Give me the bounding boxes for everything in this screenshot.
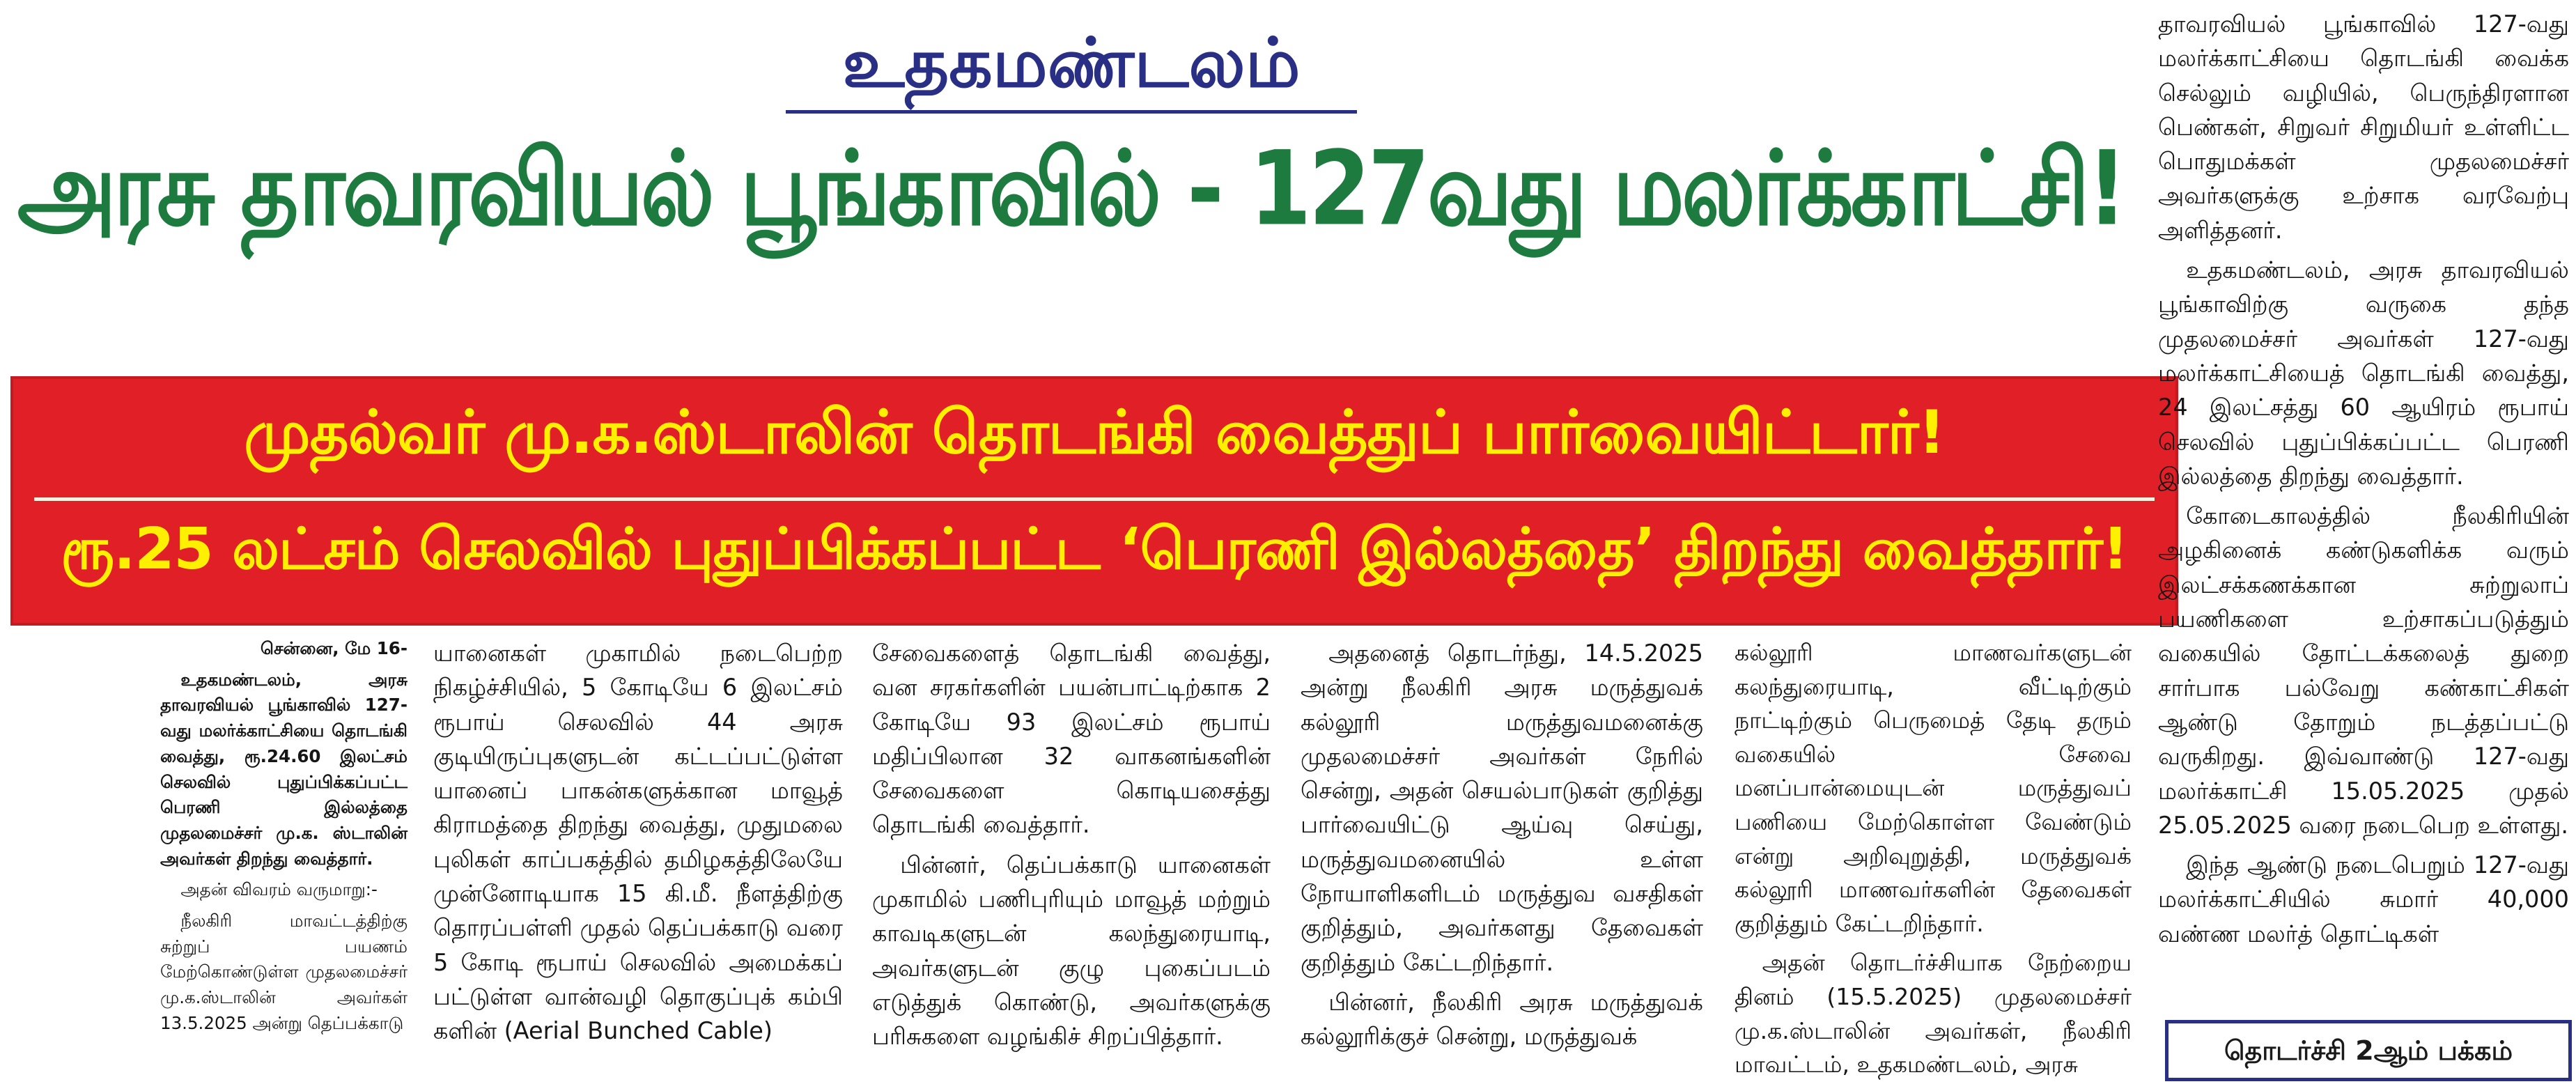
paragraph: இந்த ஆண்டு நடைபெறும் 127-வது மலர்க்காட்சியில் சுமார் 40,000 வண்ண மலர்த் தொட்டிகள் [2158,851,2569,947]
paragraph: பின்னர், தெப்பக்காடு யானைகள் முகாமில் பணிபுரியும் மாவூத் மற்றும் காவடிகளுடன் கலந்துரையாடி, அவர்களுடன் குழு புகைப்படம் எடுத்துக் கொண்டு, அவர்களுக்கு பரிசுகளை வழங்கிச் சிறப்பித்தார். [872,851,1271,1051]
paragraph: நீலகிரி மாவட்டத்திற்கு சுற்றுப் பயணம் மேற்கொண்டுள்ள முதலமைச்சர் மு.க.ஸ்டாலின் அவர்கள் 13.5.2025 அன்று தெப்பக்காடு [160,911,408,1033]
article-column-4 [1301,636,1703,1060]
banner-line-1: முதல்வர் மு.க.ஸ்டாலின் தொடங்கி வைத்துப் பார்வையிட்டார்! [244,398,1945,467]
banner-line-2: ரூ.25 லட்சம் செலவில் புதுப்பிக்கப்பட்ட ‘பெரணி இல்லத்தை’ திறந்து வைத்தார்! [61,516,2128,582]
banner-divider [34,497,2155,501]
article-column-3 [872,636,1271,1060]
paragraph: உதகமண்டலம், அரசு தாவரவியல் பூங்காவிற்கு வருகை தந்த முதலமைச்சர் அவர்கள் 127-வது மலர்க்காட்சியைத் தொடங்கி வைத்து, 24 இலட்சத்து 60 ஆயிரம் ரூபாய் செலவில் புதுப்பிக்கப்பட்ட பெரணி இல்லத்தை திறந்து வைத்தார். [2158,256,2569,490]
paragraph: கல்லூரி மாணவர்களுடன் கலந்துரையாடி, வீட்டிற்கும் நாட்டிற்கும் பெருமைத் தேடி தரும் வகையில் சேவை மனப்பான்மையுடன் மருத்துவப் பணியை மேற்கொள்ள வேண்டும் என்று அறிவுறுத்தி, மருத்துவக் கல்லூரி மாணவர்களின் தேவைகள் குறித்தும் கேட்டறிந்தார். [1735,639,2132,937]
paragraph: அதன் விவரம் வருமாறு:- [180,879,378,900]
paragraph: பின்னர், நீலகிரி அரசு மருத்துவக் கல்லூரிக்குச் சென்று, மருத்துவக் [1301,988,1703,1051]
location-kicker: உதகமண்டலம் [842,24,1301,103]
paragraph: தாவரவியல் பூங்காவில் 127-வது மலர்க்காட்சியை தொடங்கி வைக்க செல்லும் வழியில், பெருந்திரளான பெண்கள், சிறுவர் சிறுமியர் உள்ளிட்ட பொதுமக்கள் முதலமைச்சர் அவர்களுக்கு உற்சாக வரவேற்பு அளித்தனர். [2158,10,2569,244]
continued-on-page-box: தொடர்ச்சி 2ஆம் பக்கம் [2165,1020,2572,1081]
article-column-5 [1735,636,2132,1088]
lead-paragraph: உதகமண்டலம், அரசு தாவரவியல் பூங்காவில் 127-வது மலர்க்காட்சியை தொடங்கி வைத்து, ரூ.24.60 இலட்சம் செலவில் புதுப்பிக்கப்பட்ட பெரணி இல்லத்தை முதலமைச்சர் மு.க. ஸ்டாலின் அவர்கள் திறந்து வைத்தார். [160,669,408,869]
article-column-2 [433,636,843,1054]
article-column-1 [160,636,408,1042]
main-headline: அரசு தாவரவியல் பூங்காவில் - 127வது மலர்க்காட்சி! [17,129,2125,249]
dateline: சென்னை, மே 16- [260,638,408,658]
paragraph: கோடைகாலத்தில் நீலகிரியின் அழகினைக் கண்டுகளிக்க வரும் இலட்சக்கணக்கான சுற்றுலாப் பயணிகளை உற்சாகப்படுத்தும் வகையில் தோட்டக்கலைத் துறை சார்பாக பல்வேறு கண்காட்சிகள் ஆண்டு தோறும் நடத்தப்பட்டு வருகிறது. இவ்வாண்டு 127-வது மலர்க்காட்சி 15.05.2025 முதல் 25.05.2025 வரை நடைபெற உள்ளது. [2158,502,2569,839]
article-column-6 [2158,7,2569,957]
paragraph: யானைகள் முகாமில் நடைபெற்ற நிகழ்ச்சியில், 5 கோடியே 6 இலட்சம் ரூபாய் செலவில் 44 அரசு குடியிருப்புகளுடன் கட்டப்பட்டுள்ள யானைப் பாகன்களுக்கான மாவூத் கிராமத்தை திறந்து வைத்து, முதுமலை புலிகள் காப்பகத்தில் தமிழகத்திலேயே முன்னோடியாக 15 கி.மீ. நீளத்திற்கு தொரப்பள்ளி முதல் தெப்பக்காடு வரை 5 கோடி ரூபாய் செலவில் அமைக்கப் பட்டுள்ள வான்வழி தொகுப்புக் கம்பி களின் (Aerial Bunched Cable) [433,640,843,1045]
paragraph: அதன் தொடர்ச்சியாக நேற்றைய தினம் (15.5.2025) முதலமைச்சர் மு.க.ஸ்டாலின் அவர்கள், நீலகிரி மாவட்டம், உதகமண்டலம், அரசு [1735,949,2132,1078]
paragraph: சேவைகளைத் தொடங்கி வைத்து, வன சரகர்களின் பயன்பாட்டிற்காக 2 கோடியே 93 இலட்சம் ரூபாய் மதிப்பிலான 32 வாகனங்களின் சேவைகளை கொடியசைத்து தொடங்கி வைத்தார். [872,640,1271,839]
subheadline-banner [10,376,2178,626]
paragraph: அதனைத் தொடர்ந்து, 14.5.2025 அன்று நீலகிரி அரசு மருத்துவக் கல்லூரி மருத்துவமனைக்கு முதலமைச்சர் அவர்கள் நேரில் சென்று, அதன் செயல்பாடுகள் குறித்து பார்வையிட்டு ஆய்வு செய்து, மருத்துவமனையில் உள்ள நோயாளிகளிடம் மருத்துவ வசதிகள் குறித்தும், அவர்களது தேவைகள் குறித்தும் கேட்டறிந்தார். [1301,640,1703,976]
kicker-underline [786,110,1357,114]
